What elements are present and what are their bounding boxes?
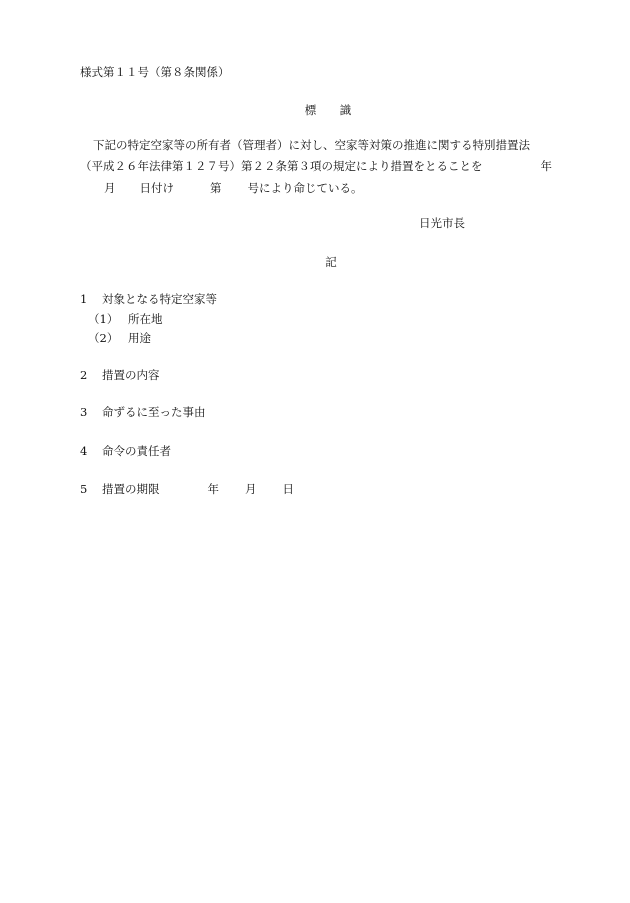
list-item-3 bbox=[80, 404, 206, 420]
body-date-label: 日付け bbox=[139, 181, 174, 195]
list-item-4 bbox=[80, 443, 171, 459]
list-item-2 bbox=[80, 367, 160, 383]
body-line-2-text: （平成２６年法律第１２７号）第２２条第３項の規定により措置をとることを bbox=[80, 159, 483, 173]
sub-item-label: 所在地 bbox=[128, 312, 163, 326]
body-month-label: 月 bbox=[104, 181, 116, 195]
item-label: 命ずるに至った事由 bbox=[102, 405, 206, 419]
sub-item-number: （2） bbox=[88, 331, 119, 345]
list-item-5 bbox=[80, 481, 294, 497]
deadline-month-label: 月 bbox=[245, 482, 257, 496]
item-number: 1 bbox=[80, 292, 88, 306]
form-number: 様式第１１号（第８条関係） bbox=[80, 65, 230, 79]
item-label: 措置の内容 bbox=[102, 368, 160, 382]
sub-item-number: （1） bbox=[88, 312, 119, 326]
document-title: 標 識 bbox=[304, 103, 358, 117]
item-number: 4 bbox=[80, 444, 88, 458]
item-label: 措置の期限 bbox=[102, 482, 160, 496]
body-year-label: 年 bbox=[540, 159, 552, 173]
body-line-1: 下記の特定空家等の所有者（管理者）に対し、空家等対策の推進に関する特別措置法 bbox=[93, 138, 530, 152]
body-line-3 bbox=[80, 180, 363, 196]
deadline-day-label: 日 bbox=[282, 482, 294, 496]
item-number: 3 bbox=[80, 405, 88, 419]
signer-name: 日光市長 bbox=[419, 216, 465, 230]
item-label: 対象となる特定空家等 bbox=[102, 292, 217, 306]
body-line-2 bbox=[80, 158, 552, 174]
item-number: 5 bbox=[80, 482, 88, 496]
list-item-1 bbox=[80, 291, 217, 307]
sub-item-1 bbox=[88, 311, 163, 327]
item-label: 命令の責任者 bbox=[102, 444, 171, 458]
item-number: 2 bbox=[80, 368, 88, 382]
body-order-text: 号により命じている。 bbox=[247, 181, 363, 195]
deadline-year-label: 年 bbox=[207, 482, 219, 496]
sub-item-label: 用途 bbox=[128, 331, 151, 345]
body-dai-label: 第 bbox=[210, 181, 222, 195]
sub-item-2 bbox=[88, 330, 151, 346]
ki-heading: 記 bbox=[325, 255, 337, 269]
